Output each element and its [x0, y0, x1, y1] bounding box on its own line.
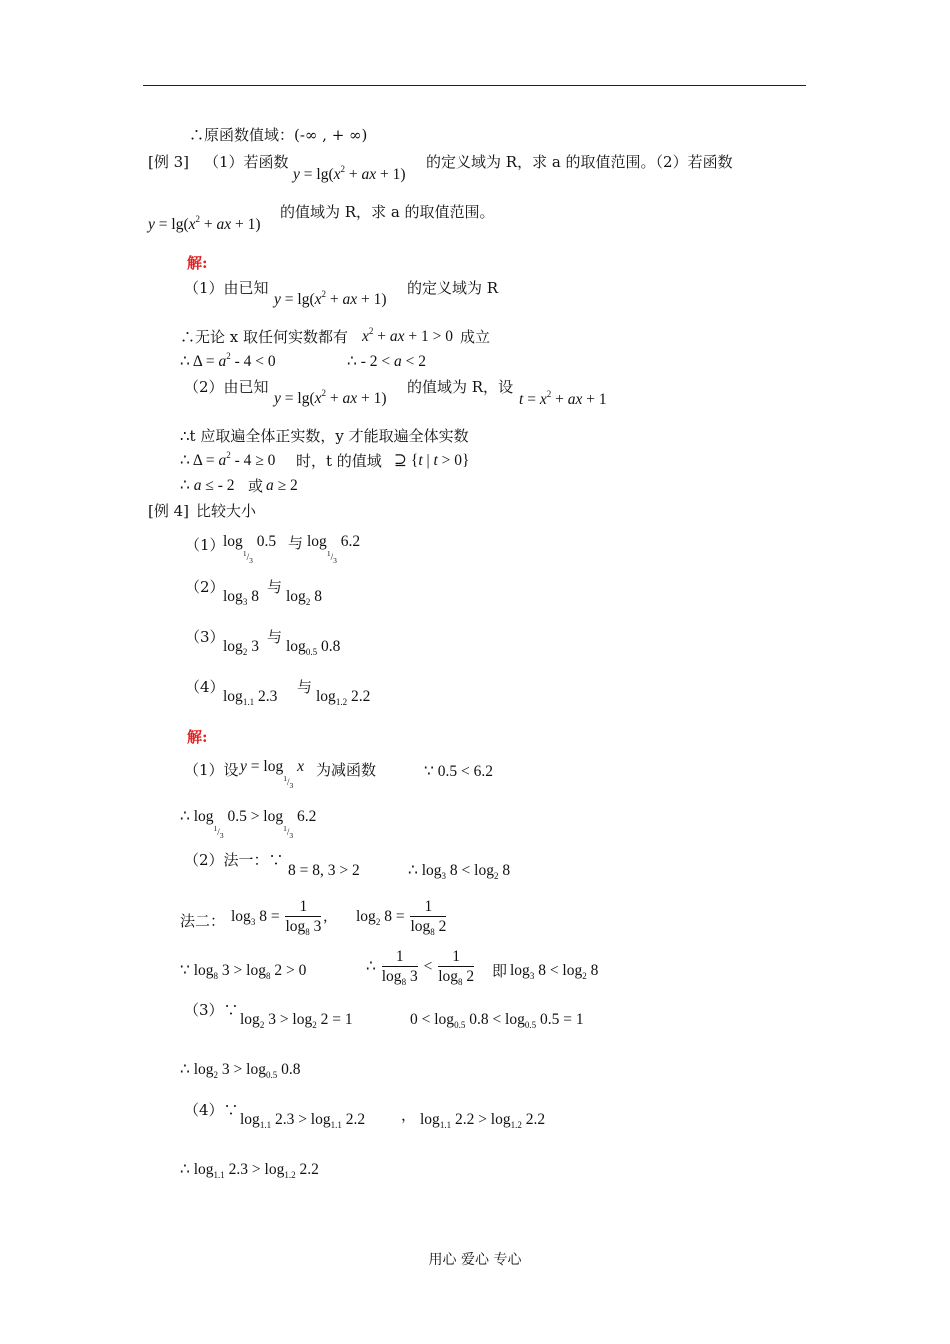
example-3-part2: 的定义域为 R，求 a 的取值范围。（2）若函数 [426, 153, 733, 171]
answer-2-identity-2: $\log_2 8$ = $\frac{1}{\log_8 2}$ [356, 898, 447, 937]
question-4-a: $\log_{1.1} 2.3$ [223, 688, 278, 707]
solution-heading-1: 解: [187, 254, 208, 272]
question-1-number: （1） [185, 536, 225, 554]
answer-4-comma: ， [401, 1106, 417, 1124]
answer-2-identity-1: $\log_3 8$ = $\frac{1}{\log_8 3}$ , [231, 898, 328, 937]
question-3-number: （3） [185, 628, 225, 646]
question-3-a: $\log_2 3$ [223, 638, 259, 657]
answer-1-since: ∵ 0.5 < 6.2 [424, 763, 493, 780]
answer-1-let: （1）设 [184, 761, 239, 779]
answer-4-result: ∴ $\log_{1.1} 2.3 > \log_{1.2} 2.2$ [180, 1161, 319, 1180]
sol1-result: ∴ - 2 < a < 2 [347, 353, 427, 370]
sol1-discriminant: ∴ $\Delta = a^2 - 4 < 0$ [180, 351, 276, 370]
question-3-with: 与 [267, 628, 283, 646]
question-1-a: $\log_{^1/_3} 0.5$ [223, 533, 277, 565]
example-4-title: 比较大小 [196, 502, 257, 520]
example-3-label: [例 3] [148, 153, 190, 171]
sol2-result-b: a ≥ 2 [266, 477, 298, 494]
answer-3-result: ∴ $\log_2 3 > \log_{0.5} 0.8$ [180, 1061, 301, 1080]
answer-2-reciprocal: ∴ $\frac{1}{\log_8 3}$ < $\frac{1}{\log_8 2}$ [366, 948, 475, 987]
sol1-condition: ∴无论 x 取任何实数都有 [180, 328, 348, 346]
question-4-b: $\log_{1.2} 2.2$ [316, 688, 371, 707]
sol2-formula: $y = \lg(x^2$ + ax + 1) [274, 388, 387, 407]
page-footer: 用心 爱心 专心 [428, 1252, 522, 1268]
sol2-result-a: ∴ a ≤ - 2 [180, 477, 235, 494]
sol2-positive-reals: ∴t 应取遍全体正实数，y 才能取遍全体实数 [180, 427, 469, 445]
question-2-number: （2） [185, 578, 225, 596]
example-3-part1: （1）若函数 [204, 153, 289, 171]
sol2-discriminant: ∴ $\Delta = a^2 - 4 \ge 0$ [180, 450, 276, 469]
question-2-b: $\log_2 8$ [286, 588, 322, 607]
question-2-a: $\log_3 8$ [223, 588, 259, 607]
question-3-b: $\log_{0.5} 0.8$ [286, 638, 341, 657]
answer-2-method-2: 法二： [180, 912, 226, 930]
answer-1-decreasing: 为减函数 [316, 761, 377, 779]
answer-1-result: ∴ $\log_{^1/_3} 0.5 > \log_{^1/_3} 6.2$ [180, 808, 317, 840]
sol1-formula: $y = \lg(x^2$ + ax + 1) [274, 289, 387, 308]
answer-3-fact-2: $0 < \log_{0.5} 0.8 < \log_{0.5} 0.5 = 1$ [410, 1011, 584, 1030]
answer-2-result-2: $\log_3 8 < \log_2 8$ [510, 962, 599, 981]
sol1-holds: 成立 [460, 328, 491, 346]
solution-heading-2: 解: [187, 728, 208, 746]
sol1-step1: （1）由已知 [184, 279, 269, 297]
question-4-number: （4） [185, 678, 225, 696]
answer-2-thus: 即 [492, 962, 508, 980]
header-divider [143, 85, 806, 86]
example-4-label: [例 4] [148, 502, 190, 520]
answer-4-fact-2: $\log_{1.1} 2.2 > \log_{1.2} 2.2$ [420, 1111, 546, 1130]
question-1-b: $\log_{^1/_3} 6.2$ [307, 533, 361, 565]
sol2-substitution: $t = x^2$ + ax + 1 [519, 389, 607, 408]
sol2-set: ⊇ {t | t > 0} [394, 452, 470, 469]
answer-2-method-1: （2）法一：∵ [184, 851, 284, 869]
sol2-or: 或 [248, 477, 264, 495]
example-3-formula: $y = \lg(x^2$ + ax + 1) [293, 164, 406, 183]
sol1-domain: 的定义域为 R [407, 279, 499, 297]
answer-2-compare: ∵ $\log_8 3 > \log_8 2 > 0$ [180, 962, 307, 981]
example-3-part3: 的值域为 R，求 a 的取值范围。 [280, 203, 495, 221]
question-2-with: 与 [267, 578, 283, 596]
example-3-formula-2: $y = \lg(x^2$ + ax + 1) [148, 214, 261, 233]
answer-4-since: （4）∵ [184, 1101, 239, 1119]
answer-3-since: （3）∵ [184, 1001, 239, 1019]
question-1-with: 与 [288, 534, 304, 552]
answer-2-result-1: ∴ $\log_3 8 < \log_2 8$ [408, 862, 511, 881]
question-4-with: 与 [297, 678, 313, 696]
sol2-when: 时，t 的值域 [296, 452, 382, 470]
range-result: ∴原函数值域：(-∞ , + ∞) [189, 126, 368, 144]
sol1-inequality: $x^2$ + ax + 1 > 0 [362, 326, 454, 345]
sol2-range: 的值域为 R，设 [407, 378, 514, 396]
answer-3-fact-1: $\log_2 3 > \log_2 2 = 1$ [240, 1011, 353, 1030]
sol2-step1: （2）由已知 [184, 378, 269, 396]
answer-2-fact: 8 = 8, 3 > 2 [288, 862, 360, 879]
answer-4-fact-1: $\log_{1.1} 2.3 > \log_{1.1} 2.2$ [240, 1111, 366, 1130]
answer-1-function: $y = \log_{^1/_3} x$ [240, 758, 304, 790]
